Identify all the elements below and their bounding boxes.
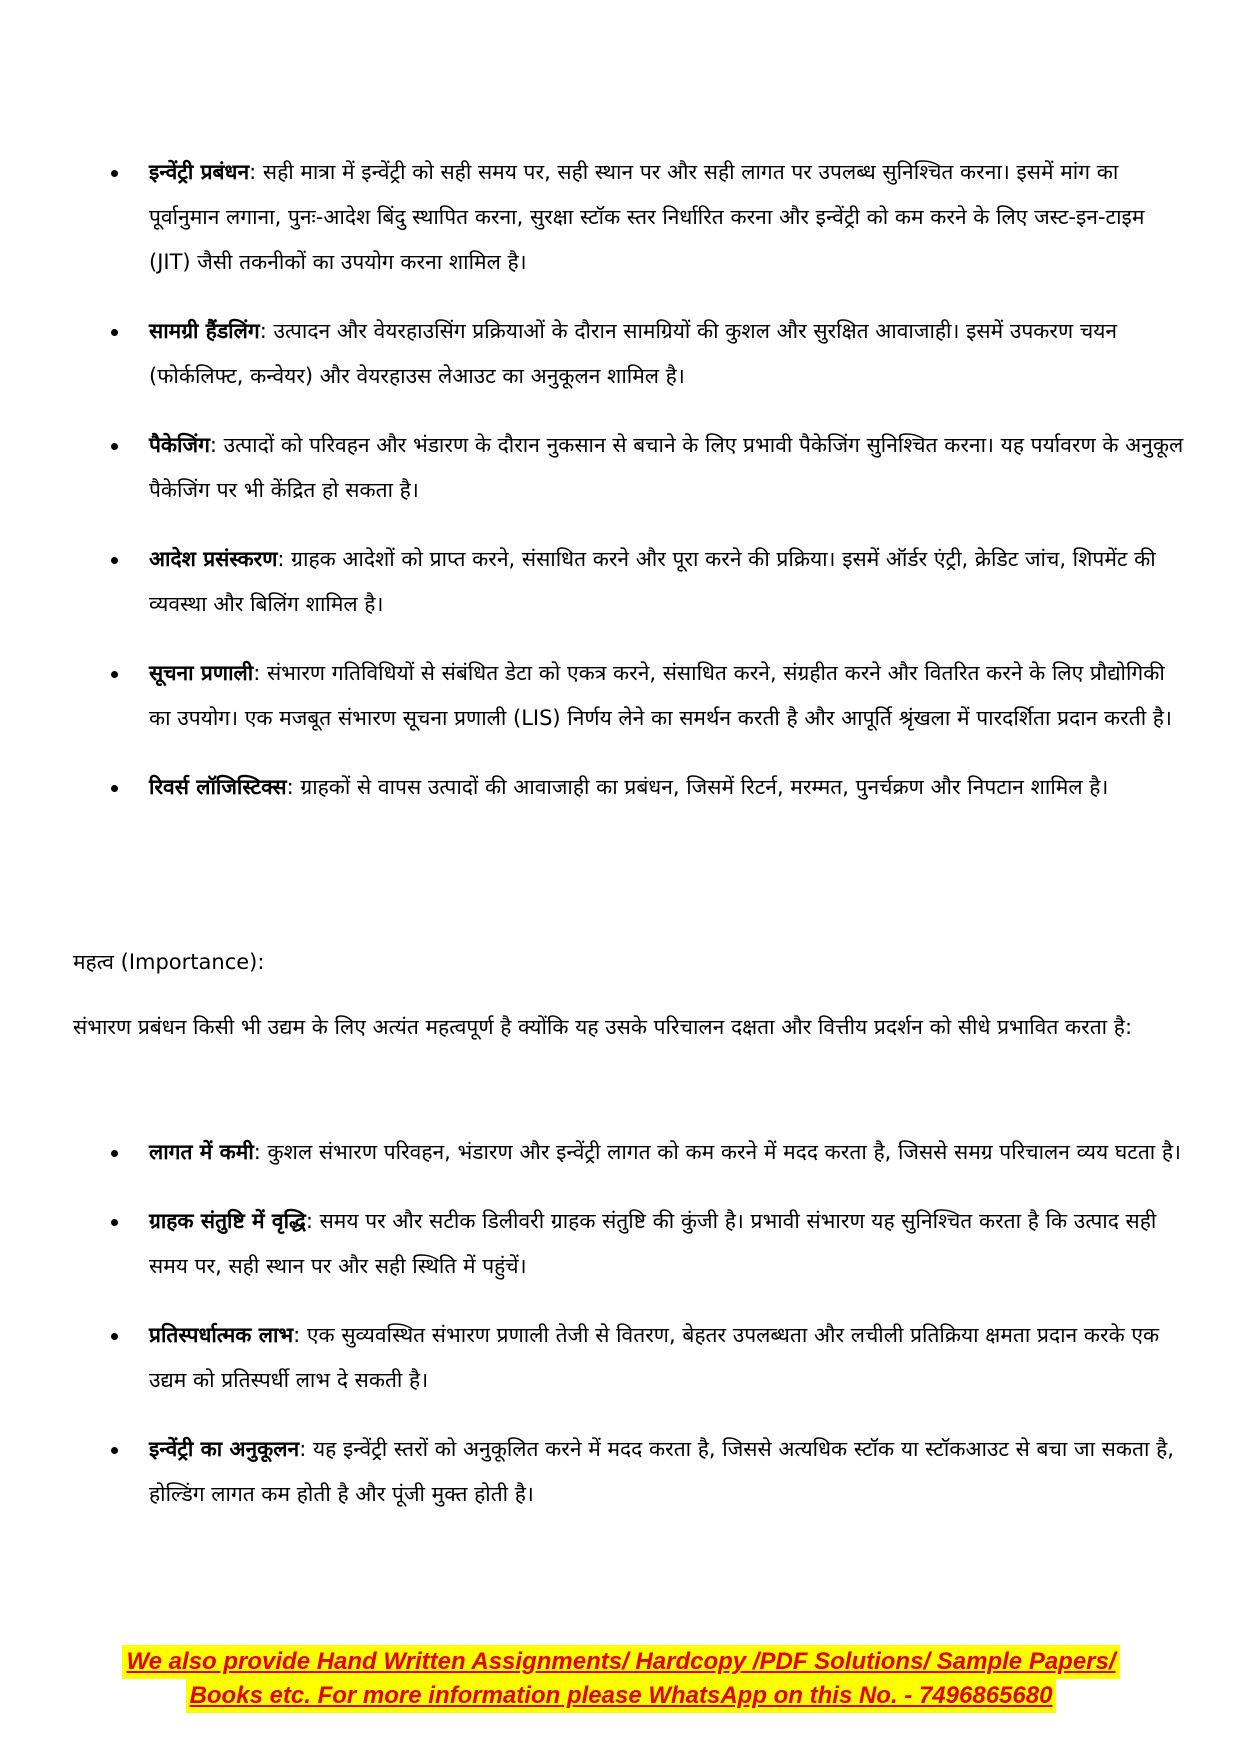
item-term: आदेश प्रसंस्करण [149, 547, 278, 571]
item-text: : ग्राहकों से वापस उत्पादों की आवाजाही का प्रबंधन, जिसमें रिटर्न, मरम्मत, पुनर्चक्रण और निपटान शामिल है। [286, 775, 1109, 799]
list-item [107, 1427, 1187, 1517]
item-text: : उत्पादन और वेयरहाउसिंग प्रक्रियाओं के दौरान सामग्रियों की कुशल और सुरक्षित आवाजाही। इसमें उपकरण चयन (फोर्कलिफ्ट, कन्वेयर) और वेयरहाउस लेआउट का अनुकूलन शामिल है। [149, 319, 1118, 388]
bullet-icon [111, 329, 118, 336]
item-term: इन्वेंट्री प्रबंधन [149, 160, 250, 184]
item-text: : कुशल संभारण परिवहन, भंडारण और इन्वेंट्री लागत को कम करने में मदद करता है, जिससे समग्र परिचालन व्यय घटता है। [253, 1140, 1182, 1164]
item-term: ग्राहक संतुष्टि में वृद्धि [149, 1209, 306, 1233]
item-text: : सही मात्रा में इन्वेंट्री को सही समय पर, सही स्थान पर और सही लागत पर उपलब्ध सुनिश्चित करना। इसमें मांग का पूर्वानुमान लगाना, पुनः-आदेश बिंदु स्थापित करना, सुरक्षा स्टॉक स्तर निर्धारित करना और इन्वेंट्री को कम करने के लिए जस्ट-इन-टाइम (JIT) जैसी तकनीकों का उपयोग करना शामिल है। [149, 160, 1145, 274]
list-item [107, 1199, 1187, 1289]
item-term: सूचना प्रणाली [149, 661, 254, 685]
item-text: : उत्पादों को परिवहन और भंडारण के दौरान नुकसान से बचाने के लिए प्रभावी पैकेजिंग सुनिश्चित करना। यह पर्यावरण के अनुकूल पैकेजिंग पर भी केंद्रित हो सकता है। [149, 433, 1184, 502]
item-text: : संभारण गतिविधियों से संबंधित डेटा को एकत्र करने, संसाधित करने, संग्रहीत करने और वितरित करने के लिए प्रौद्योगिकी का उपयोग। एक मजबूत संभारण सूचना प्रणाली (LIS) निर्णय लेने का समर्थन करती है और आपूर्ति श्रृंखला में पारदर्शिता प्रदान करती है। [149, 661, 1172, 730]
bullet-icon [111, 1219, 118, 1226]
item-term: सामग्री हैंडलिंग [149, 319, 260, 343]
list-item [107, 309, 1187, 399]
bullet-icon [111, 557, 118, 564]
bullet-icon [111, 785, 118, 792]
functions-list [107, 150, 1187, 834]
list-item [107, 423, 1187, 513]
bullet-icon [111, 1333, 118, 1340]
intro-paragraph: संभारण प्रबंधन किसी भी उद्यम के लिए अत्यंत महत्वपूर्ण है क्योंकि यह उसके परिचालन दक्षता और वित्तीय प्रदर्शन को सीधे प्रभावित करता है: [73, 1015, 1133, 1039]
list-item [107, 765, 1187, 810]
list-item [107, 537, 1187, 627]
list-item [107, 651, 1187, 741]
item-term: लागत में कमी [149, 1140, 254, 1164]
importance-list [107, 1130, 1187, 1541]
item-term: रिवर्स लॉजिस्टिक्स [149, 775, 287, 799]
footer-line-1: We also provide Hand Written Assignments/ Hardcopy /PDF Solutions/ Sample Papers/ [122, 1645, 1119, 1679]
list-item [107, 1130, 1187, 1175]
bullet-icon [111, 443, 118, 450]
footer-banner [95, 1645, 1147, 1713]
list-item [107, 150, 1187, 285]
item-text: : एक सुव्यवस्थित संभारण प्रणाली तेजी से वितरण, बेहतर उपलब्धता और लचीली प्रतिक्रिया क्षमता प्रदान करके एक उद्यम को प्रतिस्पर्धी लाभ दे सकती है। [149, 1323, 1160, 1392]
bullet-icon [111, 1447, 118, 1454]
footer-line-2: Books etc. For more information please WhatsApp on this No. - 7496865680 [186, 1679, 1057, 1713]
item-text: : समय पर और सटीक डिलीवरी ग्राहक संतुष्टि की कुंजी है। प्रभावी संभारण यह सुनिश्चित करता है कि उत्पाद सही समय पर, सही स्थान पर और सही स्थिति में पहुंचें। [149, 1209, 1157, 1278]
item-text: : ग्राहक आदेशों को प्राप्त करने, संसाधित करने और पूरा करने की प्रक्रिया। इसमें ऑर्डर एंट्री, क्रेडिट जांच, शिपमेंट की व्यवस्था और बिलिंग शामिल है। [149, 547, 1156, 616]
item-term: प्रतिस्पर्धात्मक लाभ [149, 1323, 294, 1347]
item-term: पैकेजिंग [149, 433, 210, 457]
item-term: इन्वेंट्री का अनुकूलन [149, 1437, 300, 1461]
bullet-icon [111, 1150, 118, 1157]
bullet-icon [111, 170, 118, 177]
importance-heading: महत्व (Importance): [73, 950, 265, 974]
list-item [107, 1313, 1187, 1403]
bullet-icon [111, 671, 118, 678]
item-text: : यह इन्वेंट्री स्तरों को अनुकूलित करने में मदद करता है, जिससे अत्यधिक स्टॉक या स्टॉकआउट से बचा जा सकता है, होल्डिंग लागत कम होती है और पूंजी मुक्त होती है। [149, 1437, 1174, 1506]
